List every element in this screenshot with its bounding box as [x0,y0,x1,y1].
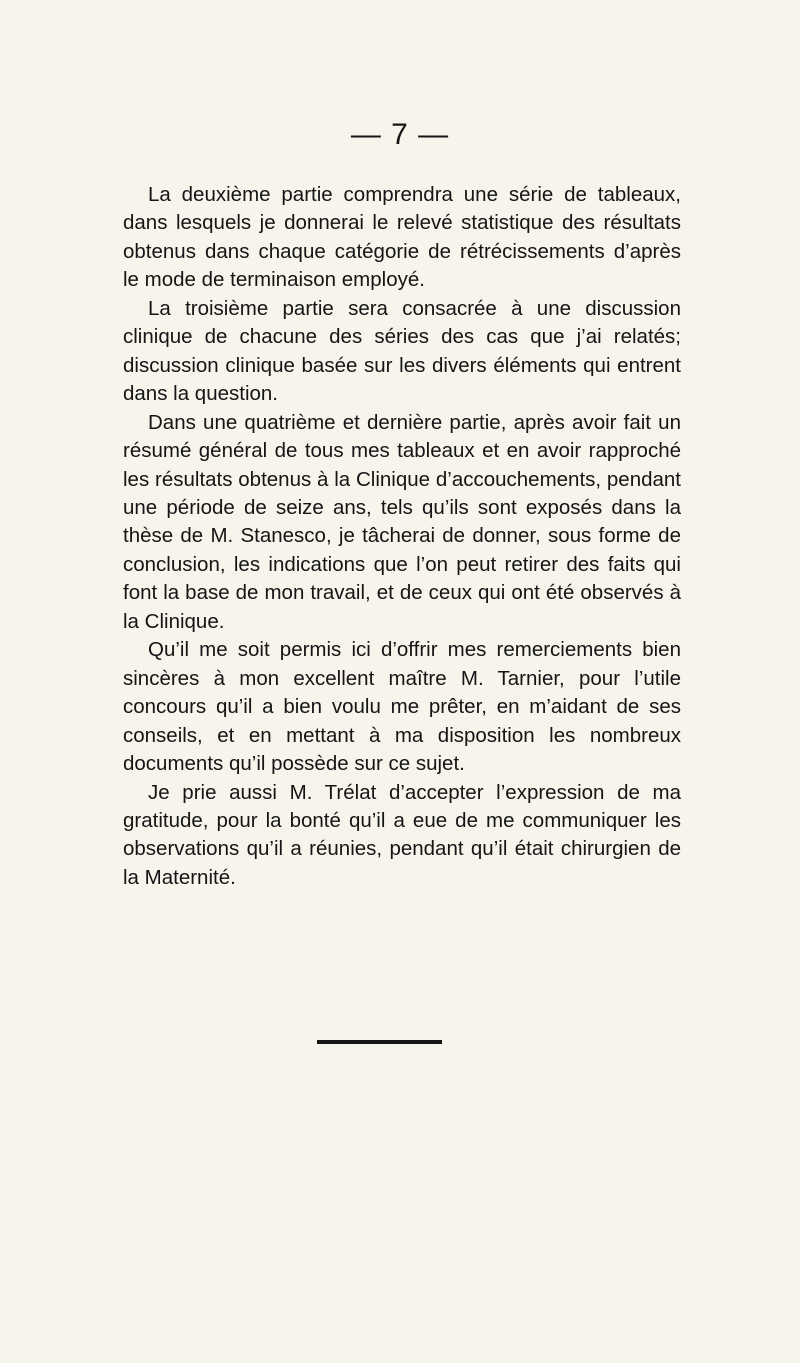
page-number: — 7 — [350,118,450,151]
paragraph-4: Qu’il me soit permis ici d’offrir mes remerciements bien sincères à mon excellent maître M. Tarnier, pour l’utile concours qu’il a bien voulu me prêter, en m’aidant de ses conseils, et en mettant à ma disposition les nombreux documents qu’il possède sur ce sujet. [123,638,681,776]
paragraph-5: Je prie aussi M. Trélat d’accepter l’expression de ma gratitude, pour la bonté qu’il a eue de me communiquer les observations qu’il a réunies, pendant qu’il était chirurgien de la Maternité. [123,780,681,889]
paragraph-1: La deuxième partie comprendra une série de tableaux, dans lesquels je donnerai le relevé statistique des résultats obtenus dans chaque catégorie de rétrécissements d’après le mode de terminaison employé. [123,183,681,292]
paragraph-3: Dans une quatrième et dernière partie, après avoir fait un résumé général de tous mes tableaux et en avoir rapproché les résultats obtenus à la Clinique d’accouchements, pendant une période de seize ans, tels qu’ils sont exposés dans la thèse de M. Stanesco, je tâcherai de donner, sous forme de conclusion, les indications que l’on peut retirer des faits qui font la base de mon travail, et de ceux qui ont été observés à la Clinique. [123,410,681,633]
body-text [123,181,681,892]
section-end-rule [317,1040,442,1044]
paragraph-2: La troisième partie sera consacrée à une discussion clinique de chacune des séries des cas que j’ai relatés; discussion clinique basée sur les divers éléments qui entrent dans la question. [123,296,681,406]
